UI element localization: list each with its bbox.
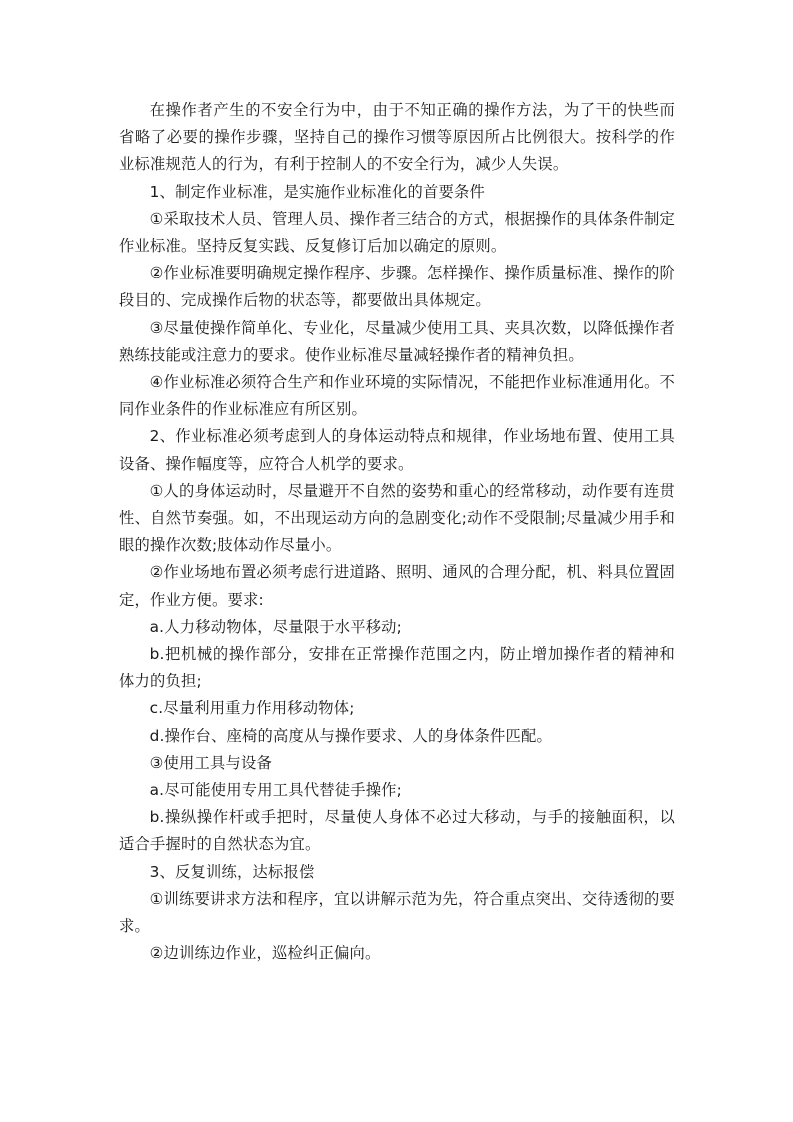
paragraph-3-1: ①训练要讲求方法和程序，宜以讲解示范为先，符合重点突出、交待透彻的要求。 [119, 889, 675, 936]
list-item-2-3-a: a.尽可能使用专用工具代替徒手操作; [149, 781, 403, 800]
heading-section-1: 1、制定作业标准，是实施作业标准化的首要条件 [149, 182, 485, 201]
paragraph-2-1: ①人的身体运动时，尽量避开不自然的姿势和重心的经常移动，动作要有连贯性、自然节奏强。如，不出现运动方向的急剧变化;动作不受限制;尽量减少用手和眼的操作次数;肢体动作尽量小。 [119, 481, 675, 555]
heading-section-2: 2、作业标准必须考虑到人的身体运动特点和规律，作业场地布置、使用工具设备、操作幅度等，应符合人机学的要求。 [119, 427, 675, 473]
list-item-2-2-b: b.把机械的操作部分，安排在正常操作范围之内，防止增加操作者的精神和体力的负担; [119, 645, 675, 691]
list-item-2-3-b: b.操纵操作杆或手把时，尽量使人身体不必过大移动，与手的接触面积，以适合手握时的自然状态为宜。 [119, 808, 675, 854]
paragraph-1-3: ③尽量使操作简单化、专业化，尽量减少使用工具、夹具次数，以降低操作者熟练技能或注意力的要求。使作业标准尽量减轻操作者的精神负担。 [119, 318, 675, 364]
paragraph-intro: 在操作者产生的不安全行为中，由于不知正确的操作方法，为了干的快些而省略了必要的操作步骤，坚持自己的操作习惯等原因所占比例很大。按科学的作业标准规范人的行为，有利于控制人的不安全行为，减少人失误。 [119, 101, 675, 174]
list-item-2-2-c: c.尽量利用重力作用移动物体; [149, 699, 355, 718]
document-body [119, 97, 675, 968]
paragraph-1-4: ④作业标准必须符合生产和作业环境的实际情况，不能把作业标准通用化。不同作业条件的作业标准应有所区别。 [119, 373, 675, 419]
paragraph-2-3: ③使用工具与设备 [149, 753, 272, 772]
paragraph-2-2: ②作业场地布置必须考虑行进道路、照明、通风的合理分配，机、料具位置固定，作业方便。要求: [119, 563, 675, 609]
paragraph-1-1: ①采取技术人员、管理人员、操作者三结合的方式，根据操作的具体条件制定作业标准。坚持反复实践、反复修订后加以确定的原则。 [119, 209, 675, 256]
list-item-2-2-a: a.人力移动物体，尽量限于水平移动; [149, 617, 403, 636]
list-item-2-2-d: d.操作台、座椅的高度从与操作要求、人的身体条件匹配。 [149, 726, 552, 745]
paragraph-1-2: ②作业标准要明确规定操作程序、步骤。怎样操作、操作质量标准、操作的阶段目的、完成操作后物的状态等，都要做出具体规定。 [119, 264, 675, 310]
heading-section-3: 3、反复训练，达标报偿 [149, 862, 315, 881]
paragraph-3-2: ②边训练边作业，巡检纠正偏向。 [149, 944, 381, 963]
